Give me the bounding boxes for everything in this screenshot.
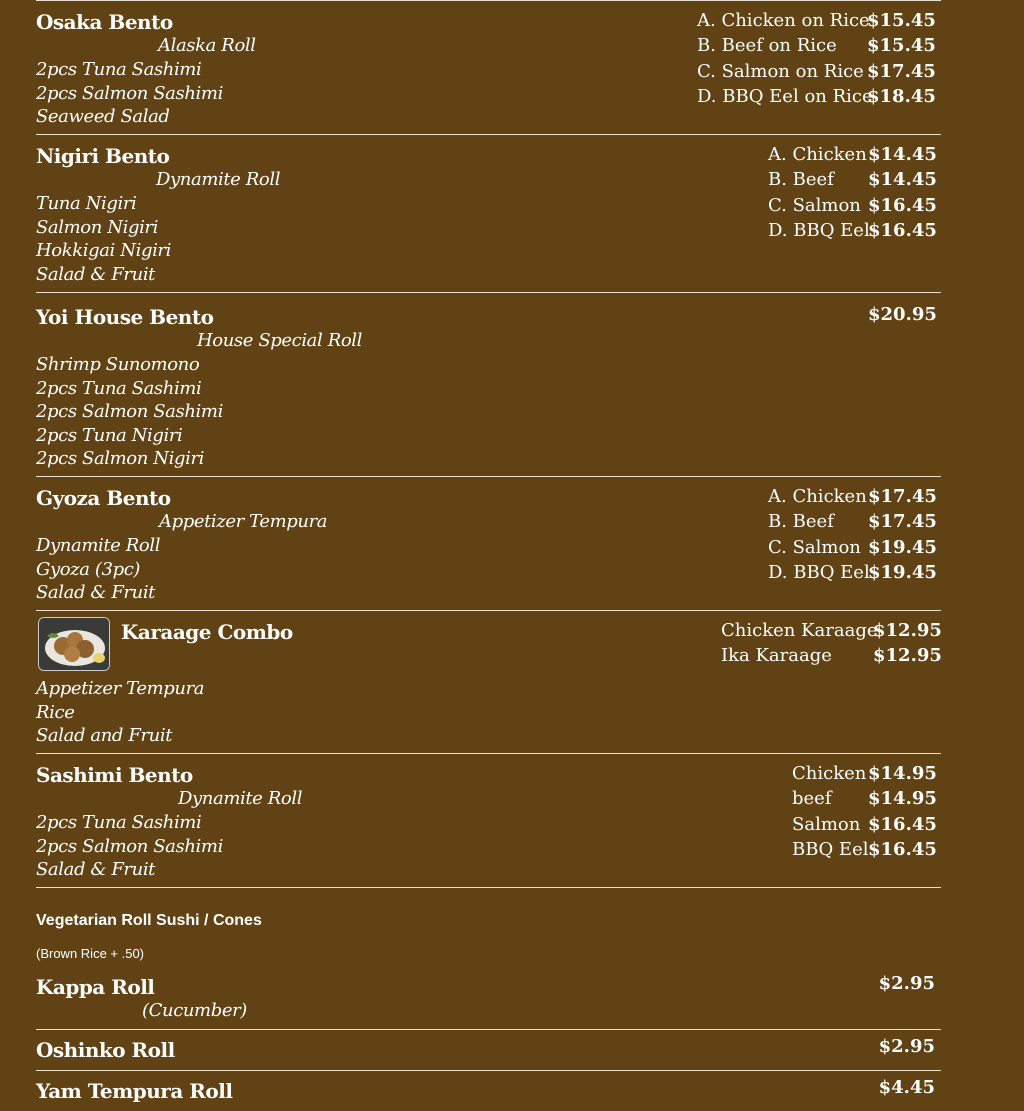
price-option-label: beef: [792, 788, 832, 810]
price-row: [768, 142, 935, 167]
osaka-bento-section: [36, 0, 941, 134]
price-option-label: B. Beef: [768, 169, 834, 191]
price-value: $16.45: [868, 194, 937, 216]
price-row: [768, 167, 935, 192]
oshinko-roll-price: $2.95: [878, 1036, 935, 1057]
price-option-label: D. BBQ Eel: [768, 219, 870, 241]
sashimi-bento-item: 2pcs Tuna Sashimi: [36, 812, 202, 833]
price-value: $20.95: [868, 304, 937, 325]
sashimi-bento-prices: [792, 761, 935, 862]
price-value: $16.45: [868, 838, 937, 860]
gyoza-bento-prices: [768, 484, 935, 585]
nigiri-bento-section: [36, 134, 941, 292]
vegetarian-heading: Vegetarian Roll Sushi / Cones: [36, 912, 262, 929]
yoi-house-bento-roll: House Special Roll: [197, 330, 362, 351]
price-row: [697, 8, 935, 33]
gyoza-bento-section: [36, 476, 941, 610]
price-value: $16.45: [868, 813, 937, 835]
price-value: $14.45: [868, 144, 937, 165]
osaka-bento-prices: [697, 8, 935, 109]
gyoza-bento-item: Dynamite Roll: [36, 535, 161, 556]
karaage-photo: [38, 617, 110, 671]
gyoza-bento-roll: Appetizer Tempura: [159, 511, 328, 532]
sashimi-bento-roll: Dynamite Roll: [178, 788, 303, 809]
nigiri-bento-prices: [768, 142, 935, 243]
price-option-label: D. BBQ Eel on Rice: [697, 85, 873, 107]
price-value: $14.45: [868, 169, 937, 191]
sashimi-bento-section: [36, 753, 941, 887]
price-row: [768, 509, 935, 534]
price-option-label: Chicken: [792, 763, 867, 784]
price-value: $16.45: [868, 219, 937, 241]
price-option-label: A. Chicken: [768, 486, 867, 507]
price-value: $12.95: [873, 645, 942, 667]
price-row: [721, 618, 941, 643]
kappa-roll-description: (Cucumber): [142, 1000, 247, 1021]
price-row: [697, 33, 935, 58]
price-row: [792, 837, 935, 862]
osaka-bento-title: Osaka Bento: [36, 10, 173, 34]
price-option-label: C. Salmon: [768, 536, 861, 558]
oshinko-roll-title: Oshinko Roll: [36, 1038, 175, 1062]
price-option-label: Ika Karaage: [721, 645, 832, 667]
yoi-house-bento-section: [36, 292, 941, 476]
karaage-combo-item: Appetizer Tempura: [36, 678, 205, 699]
price-option-label: A. Chicken: [768, 144, 867, 165]
osaka-bento-item: 2pcs Tuna Sashimi: [36, 59, 202, 80]
price-option-label: C. Salmon: [768, 194, 861, 216]
gyoza-bento-item: Salad & Fruit: [36, 582, 156, 604]
nigiri-bento-title: Nigiri Bento: [36, 144, 170, 168]
price-row: [768, 484, 935, 509]
price-option-label: A. Chicken on Rice: [697, 10, 870, 31]
yam-tempura-roll-section: [36, 1070, 941, 1111]
price-value: $17.45: [868, 511, 937, 533]
karaage-combo-item: Salad and Fruit: [36, 725, 173, 747]
price-value: $14.95: [868, 788, 937, 810]
price-value: $15.45: [867, 35, 936, 57]
kappa-roll-title: Kappa Roll: [36, 975, 155, 999]
price-row: [768, 193, 935, 218]
gyoza-bento-title: Gyoza Bento: [36, 486, 171, 510]
price-row: [768, 218, 935, 243]
sashimi-bento-title: Sashimi Bento: [36, 763, 193, 787]
karaage-combo-item: Rice: [36, 701, 75, 723]
karaage-combo-section: [36, 610, 941, 753]
nigiri-bento-item: Tuna Nigiri: [36, 193, 137, 214]
price-row: [792, 786, 935, 811]
yoi-house-bento-item: 2pcs Tuna Sashimi: [36, 377, 202, 399]
yam-tempura-roll-title: Yam Tempura Roll: [36, 1079, 233, 1103]
price-row: [721, 643, 941, 668]
price-row: [868, 302, 935, 327]
yoi-house-bento-item: 2pcs Tuna Nigiri: [36, 424, 183, 446]
price-value: $17.45: [867, 60, 936, 82]
price-value: $19.45: [868, 561, 937, 583]
yoi-house-bento-item: Shrimp Sunomono: [36, 354, 200, 375]
price-option-label: Chicken Karaage: [721, 620, 878, 641]
price-row: [768, 535, 935, 560]
gyoza-bento-item: Gyoza (3pc): [36, 558, 141, 580]
price-value: $19.45: [868, 536, 937, 558]
yoi-house-bento-title: Yoi House Bento: [36, 305, 214, 329]
price-row: [792, 761, 935, 786]
nigiri-bento-item: Salad & Fruit: [36, 263, 156, 285]
price-value: $17.45: [868, 486, 937, 507]
yoi-house-bento-item: 2pcs Salmon Nigiri: [36, 448, 205, 470]
price-value: $18.45: [867, 85, 936, 107]
karaage-combo-title: Karaage Combo: [121, 620, 293, 644]
kappa-roll-price: $2.95: [878, 973, 935, 994]
price-row: [768, 560, 935, 585]
price-value: $14.95: [868, 763, 937, 784]
price-option-label: B. Beef: [768, 511, 834, 533]
brown-rice-note: (Brown Rice + .50): [36, 946, 145, 961]
price-option-label: B. Beef on Rice: [697, 35, 837, 57]
price-value: $15.45: [867, 10, 936, 31]
price-row: [697, 59, 935, 84]
vegetarian-section: [36, 887, 941, 1029]
price-option-label: D. BBQ Eel: [768, 561, 870, 583]
price-option-label: BBQ Eel: [792, 838, 869, 860]
nigiri-bento-roll: Dynamite Roll: [156, 169, 281, 190]
osaka-bento-roll: Alaska Roll: [158, 35, 256, 56]
osaka-bento-item: Seaweed Salad: [36, 106, 170, 128]
nigiri-bento-item: Hokkigai Nigiri: [36, 240, 171, 262]
osaka-bento-item: 2pcs Salmon Sashimi: [36, 82, 223, 104]
price-row: [697, 84, 935, 109]
price-option-label: Salmon: [792, 813, 861, 835]
sashimi-bento-item: Salad & Fruit: [36, 859, 156, 881]
oshinko-roll-section: [36, 1029, 941, 1070]
yoi-house-bento-prices: [868, 302, 935, 327]
price-option-label: C. Salmon on Rice: [697, 60, 864, 82]
nigiri-bento-item: Salmon Nigiri: [36, 216, 158, 238]
sashimi-bento-item: 2pcs Salmon Sashimi: [36, 835, 223, 857]
price-value: $12.95: [873, 620, 942, 641]
yoi-house-bento-item: 2pcs Salmon Sashimi: [36, 401, 223, 423]
price-row: [792, 812, 935, 837]
karaage-combo-prices: [721, 618, 941, 669]
yam-tempura-roll-price: $4.45: [878, 1077, 935, 1098]
karaage-photo-image: [39, 618, 109, 670]
